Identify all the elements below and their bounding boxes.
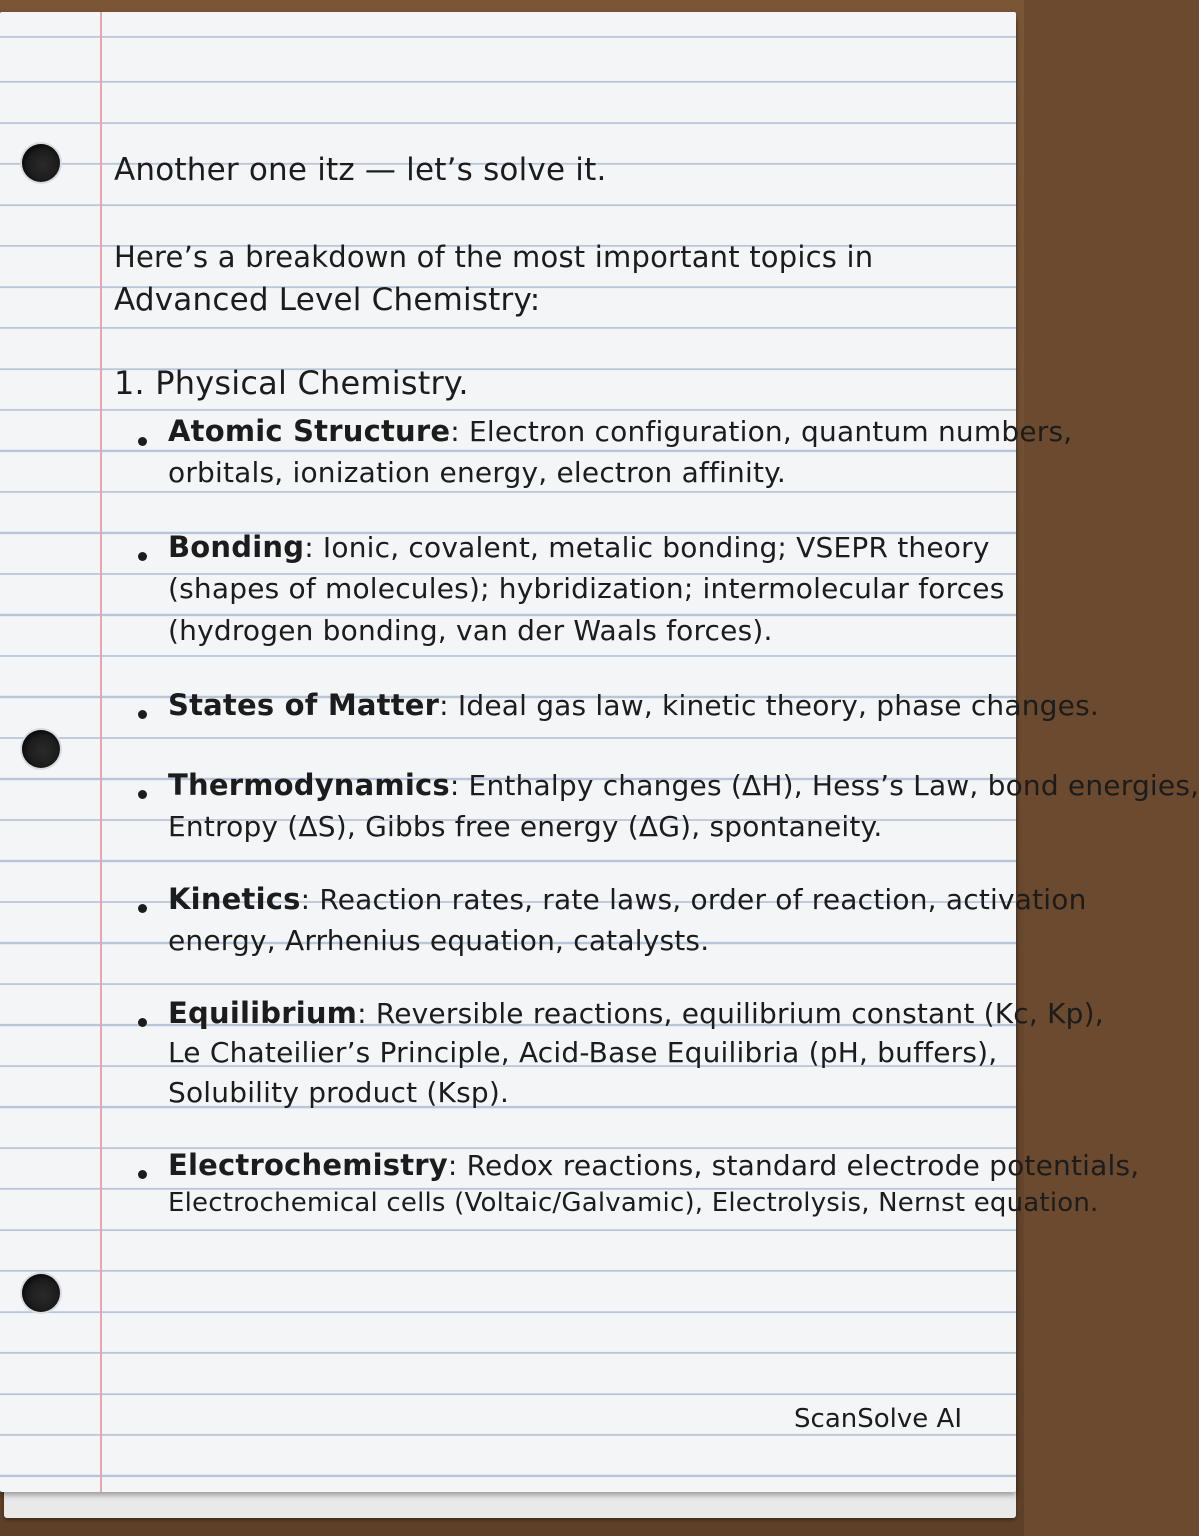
- punch-hole-bottom: [22, 1274, 60, 1312]
- bullet-dot: [138, 904, 147, 913]
- punch-hole-middle: [22, 730, 60, 768]
- topic-bonding: [168, 530, 990, 564]
- topic-text: : Redox reactions, standard electrode potentials,: [447, 1149, 1140, 1182]
- topic-term: Atomic Structure: [168, 414, 451, 448]
- topic-term: States of Matter: [168, 688, 440, 722]
- topic-text: : Enthalpy changes (ΔH), Hess’s Law, bond energies,: [449, 769, 1199, 802]
- topic-text: Le Chateilier’s Principle, Acid-Base Equilibria (pH, buffers),: [168, 1036, 998, 1069]
- topic-text: : Reversible reactions, equilibrium constant (Kc, Kp),: [357, 997, 1104, 1030]
- bullet-dot: [138, 710, 147, 719]
- topic-term: Bonding: [168, 530, 305, 564]
- bullet-dot: [138, 437, 147, 446]
- topic-term: Kinetics: [168, 882, 301, 916]
- topic-term: Electrochemistry: [168, 1148, 448, 1182]
- intro-line-2: Here’s a breakdown of the most important topics in: [114, 240, 874, 274]
- intro-line-1: Another one itz — let’s solve it.: [114, 152, 607, 188]
- topic-term: Thermodynamics: [168, 768, 450, 802]
- topic-thermodynamics: [168, 768, 1199, 802]
- bullet-dot: [138, 1170, 147, 1179]
- topic-text: orbitals, ionization energy, electron affinity.: [168, 456, 787, 489]
- section-heading: 1. Physical Chemistry.: [114, 364, 469, 402]
- topic-equilibrium: [168, 996, 1104, 1030]
- margin-line: [100, 12, 102, 1492]
- topic-text: : Reaction rates, rate laws, order of reaction, activation: [300, 883, 1087, 916]
- topic-text: Electrochemical cells (Voltaic/Galvamic), Electrolysis, Nernst equation.: [168, 1188, 1099, 1218]
- bullet-dot: [138, 1018, 147, 1027]
- punch-hole-top: [22, 144, 60, 182]
- topic-text: (shapes of molecules); hybridization; intermolecular forces: [168, 572, 1005, 605]
- topic-text: Entropy (ΔS), Gibbs free energy (ΔG), spontaneity.: [168, 810, 883, 843]
- bullet-dot: [138, 790, 147, 799]
- topic-text: : Ionic, covalent, metalic bonding; VSEPR theory: [304, 531, 990, 564]
- topic-atomic-structure: [168, 414, 1072, 448]
- topic-text: (hydrogen bonding, van der Waals forces).: [168, 614, 773, 647]
- topic-states-of-matter: [168, 688, 1099, 722]
- bullet-dot: [138, 552, 147, 561]
- topic-text: : Ideal gas law, kinetic theory, phase changes.: [439, 689, 1099, 722]
- notebook-page: [0, 12, 1199, 1492]
- topic-text: energy, Arrhenius equation, catalysts.: [168, 924, 710, 957]
- topic-text: : Electron configuration, quantum numbers,: [450, 415, 1073, 448]
- topic-text: Solubility product (Ksp).: [168, 1076, 510, 1109]
- watermark: ScanSolve AI: [794, 1404, 962, 1434]
- topic-kinetics: [168, 882, 1087, 916]
- topic-electrochemistry: [168, 1148, 1139, 1182]
- intro-line-3: Advanced Level Chemistry:: [114, 282, 541, 318]
- topic-term: Equilibrium: [168, 996, 358, 1030]
